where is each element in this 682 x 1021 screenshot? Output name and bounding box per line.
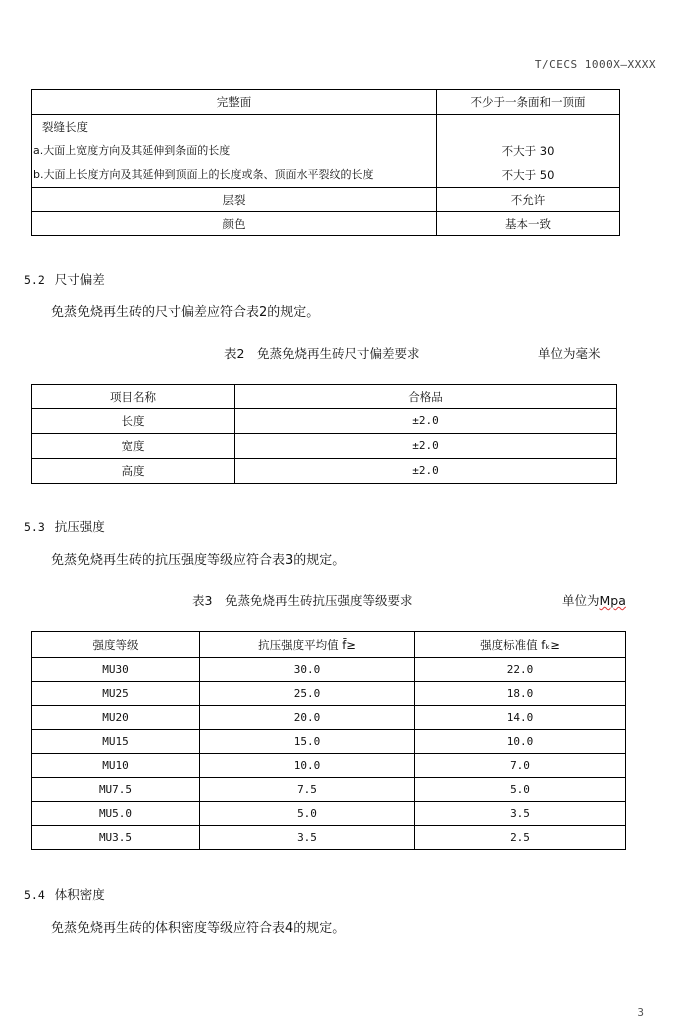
table-row bbox=[32, 434, 617, 459]
section-5-3-heading bbox=[24, 517, 105, 535]
page-number: 3 bbox=[637, 1006, 644, 1019]
table-cell: 不少于一条面和一顶面 bbox=[437, 90, 620, 115]
appearance-quality-table bbox=[31, 89, 620, 236]
table-cell: MU10 bbox=[32, 754, 200, 778]
table-row bbox=[32, 754, 626, 778]
table-cell: 5.0 bbox=[200, 802, 415, 826]
table-cell: 2.5 bbox=[415, 826, 626, 850]
table-cell: 10.0 bbox=[415, 730, 626, 754]
section-number: 5.2 bbox=[24, 273, 45, 287]
table-cell: 30.0 bbox=[200, 658, 415, 682]
table-row bbox=[32, 212, 620, 236]
table-cell: MU30 bbox=[32, 658, 200, 682]
table-cell: 基本一致 bbox=[437, 212, 620, 236]
table-cell: MU3.5 bbox=[32, 826, 200, 850]
section-title: 尺寸偏差 bbox=[54, 272, 105, 287]
column-header: 抗压强度平均值 f̄≥ bbox=[200, 632, 415, 658]
table-header-row bbox=[32, 385, 617, 409]
table-cell: ±2.0 bbox=[235, 434, 617, 459]
column-header: 强度等级 bbox=[32, 632, 200, 658]
table-cell: 18.0 bbox=[415, 682, 626, 706]
table-cell: 25.0 bbox=[200, 682, 415, 706]
table-row bbox=[32, 409, 617, 434]
table-row bbox=[32, 706, 626, 730]
size-deviation-table bbox=[31, 384, 617, 484]
table-row bbox=[32, 115, 620, 188]
table-cell: 长度 bbox=[32, 409, 235, 434]
crack-limit-blank bbox=[437, 115, 619, 139]
table-cell: 15.0 bbox=[200, 730, 415, 754]
table-cell: 14.0 bbox=[415, 706, 626, 730]
table-row bbox=[32, 826, 626, 850]
document-code: T/CECS 1000X—XXXX bbox=[534, 58, 656, 71]
table-header-row bbox=[32, 632, 626, 658]
column-header: 强度标准值 fₖ≥ bbox=[415, 632, 626, 658]
table-row bbox=[32, 658, 626, 682]
table-cell: MU20 bbox=[32, 706, 200, 730]
table-cell: 宽度 bbox=[32, 434, 235, 459]
table-cell: MU25 bbox=[32, 682, 200, 706]
table-cell: ±2.0 bbox=[235, 459, 617, 484]
table-row bbox=[32, 682, 626, 706]
section-5-3-paragraph: 免蒸免烧再生砖的抗压强度等级应符合表3的规定。 bbox=[51, 553, 346, 568]
table-cell: MU5.0 bbox=[32, 802, 200, 826]
section-5-4-heading bbox=[24, 885, 105, 903]
crack-limit-b: 不大于 50 bbox=[501, 168, 555, 182]
table3-caption: 表3 免蒸免烧再生砖抗压强度等级要求 bbox=[192, 593, 413, 608]
table-cell: 颜色 bbox=[32, 212, 437, 236]
table-cell: 20.0 bbox=[200, 706, 415, 730]
crack-item-b: b.大面上长度方向及其延伸到顶面上的长度或条、顶面水平裂纹的长度 bbox=[33, 168, 374, 181]
section-5-4-paragraph: 免蒸免烧再生砖的体积密度等级应符合表4的规定。 bbox=[51, 921, 346, 936]
table-row bbox=[32, 802, 626, 826]
table-cell: 7.0 bbox=[415, 754, 626, 778]
table-row bbox=[32, 188, 620, 212]
column-header: 合格品 bbox=[235, 385, 617, 409]
section-5-2-paragraph: 免蒸免烧再生砖的尺寸偏差应符合表2的规定。 bbox=[51, 305, 320, 320]
crack-item-a: a.大面上宽度方向及其延伸到条面的长度 bbox=[33, 144, 231, 157]
section-5-2-heading bbox=[24, 270, 105, 288]
table-cell: 不允许 bbox=[437, 188, 620, 212]
table-cell: 3.5 bbox=[200, 826, 415, 850]
table-cell: 层裂 bbox=[32, 188, 437, 212]
table-cell: 完整面 bbox=[32, 90, 437, 115]
table-row bbox=[32, 730, 626, 754]
table-cell: 3.5 bbox=[415, 802, 626, 826]
table2-caption: 表2 免蒸免烧再生砖尺寸偏差要求 bbox=[224, 346, 420, 361]
crack-length-cell bbox=[32, 115, 437, 188]
table-cell: ±2.0 bbox=[235, 409, 617, 434]
table3-unit bbox=[562, 591, 626, 609]
section-title: 抗压强度 bbox=[54, 519, 105, 534]
table2-unit: 单位为毫米 bbox=[538, 346, 601, 361]
unit-prefix: 单位为 bbox=[562, 593, 600, 608]
table-cell: MU7.5 bbox=[32, 778, 200, 802]
table-cell: 7.5 bbox=[200, 778, 415, 802]
unit-mpa: Mpa bbox=[599, 593, 626, 608]
section-title: 体积密度 bbox=[54, 887, 105, 902]
table-row bbox=[32, 778, 626, 802]
table-cell: MU15 bbox=[32, 730, 200, 754]
section-number: 5.4 bbox=[24, 888, 45, 902]
table-cell: 22.0 bbox=[415, 658, 626, 682]
table-cell: 高度 bbox=[32, 459, 235, 484]
compressive-strength-table bbox=[31, 631, 626, 850]
section-number: 5.3 bbox=[24, 520, 45, 534]
table-cell: 5.0 bbox=[415, 778, 626, 802]
crack-length-title: 裂缝长度 bbox=[42, 120, 88, 134]
table-row bbox=[32, 90, 620, 115]
table-row bbox=[32, 459, 617, 484]
column-header: 项目名称 bbox=[32, 385, 235, 409]
crack-limit-a: 不大于 30 bbox=[501, 144, 555, 158]
table-cell: 10.0 bbox=[200, 754, 415, 778]
crack-limit-cell bbox=[437, 115, 620, 188]
